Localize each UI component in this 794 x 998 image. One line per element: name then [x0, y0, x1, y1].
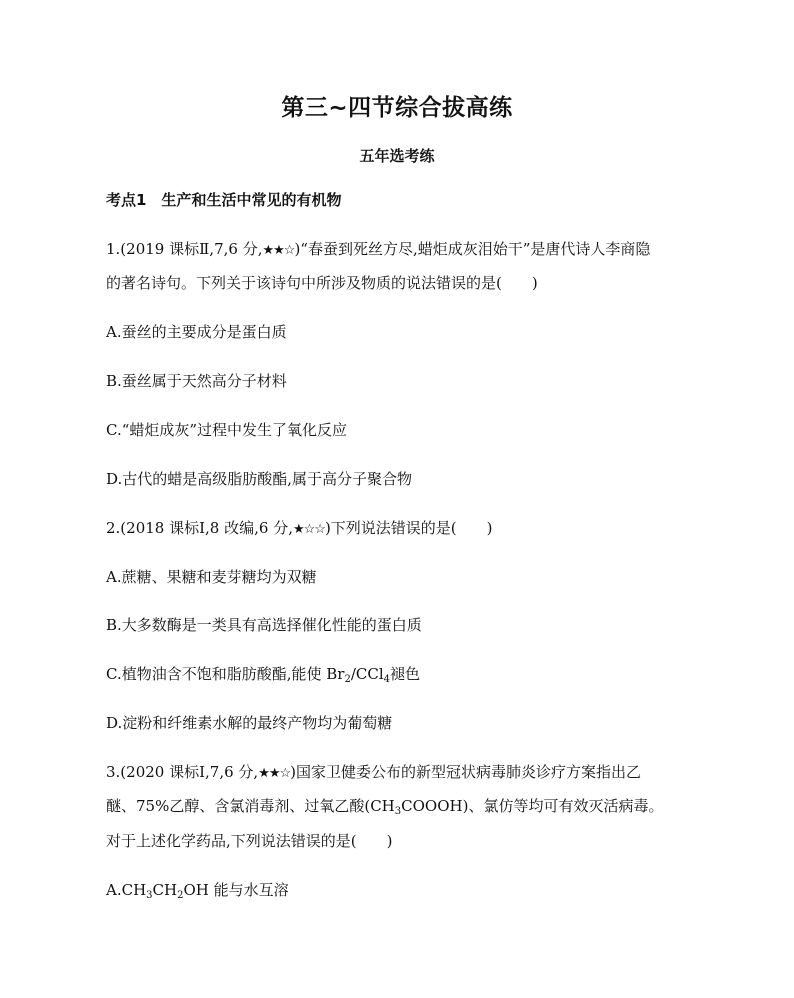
subscript: 2: [344, 674, 351, 685]
subscript: 4: [383, 674, 391, 685]
difficulty-stars-icon: ★☆☆: [292, 522, 325, 537]
option-c-text: /CCl: [350, 665, 384, 683]
question-3-stem: [106, 762, 641, 784]
option-a-text: OH 能与水互溶: [183, 881, 289, 899]
question-2-stem: [106, 518, 493, 540]
stem-text: 醚、75%乙醇、含氯消毒剂、过氧乙酸(CH: [106, 797, 395, 815]
question-1-stem: [106, 239, 650, 261]
option-c-text: 褪色: [390, 665, 421, 683]
question-3-option-a: [106, 880, 289, 900]
question-2-option-c: [106, 664, 420, 684]
subscript: 3: [146, 890, 153, 901]
page-subtitle: 五年选考练: [359, 147, 435, 165]
question-1-stem-line2: 的著名诗句。下列关于该诗句中所涉及物质的说法错误的是( ): [106, 274, 538, 292]
question-3-stem-line3: 对于上述化学药品,下列说法错误的是( ): [106, 832, 393, 850]
difficulty-stars-icon: ★★☆: [258, 766, 291, 781]
option-c-text: C.植物油含不饱和脂肪酸酯,能使 Br: [106, 665, 345, 683]
question-2-option-a: A.蔗糖、果糖和麦芽糖均为双糖: [106, 568, 317, 586]
question-1-option-d: D.古代的蜡是高级脂肪酸酯,属于高分子聚合物: [106, 470, 413, 488]
subscript: 3: [394, 806, 402, 817]
question-2-prefix: 2.(2018 课标Ⅰ,8 改编,6 分,: [106, 519, 293, 537]
question-1-text: )“春蚕到死丝方尽,蜡炬成灰泪始干”是唐代诗人李商隐: [294, 240, 651, 258]
question-2-option-b: B.大多数酶是一类具有高选择催化性能的蛋白质: [106, 616, 422, 634]
question-3-stem-line2: [106, 796, 663, 816]
question-1-option-b: B.蚕丝属于天然高分子材料: [106, 372, 287, 390]
stem-text: COOOH)、氯仿等均可有效灭活病毒。: [401, 797, 664, 815]
question-1-option-c: C.“蜡炬成灰”过程中发生了氧化反应: [106, 421, 348, 439]
option-a-text: CH: [152, 881, 178, 899]
question-1-option-a: A.蚕丝的主要成分是蛋白质: [106, 323, 287, 341]
subscript: 2: [177, 890, 184, 901]
question-1-prefix: 1.(2019 课标Ⅱ,7,6 分,: [106, 240, 263, 258]
section-heading: 考点1 生产和生活中常见的有机物: [106, 191, 342, 209]
page-title: 第三~四节综合拔高练: [281, 95, 513, 121]
question-2-option-d: D.淀粉和纤维素水解的最终产物均为葡萄糖: [106, 714, 393, 732]
question-3-text: )国家卫健委公布的新型冠状病毒肺炎诊疗方案指出乙: [290, 763, 642, 781]
question-2-text: )下列说法错误的是( ): [324, 519, 493, 537]
difficulty-stars-icon: ★★☆: [262, 243, 295, 258]
option-a-text: A.CH: [106, 881, 147, 899]
question-3-prefix: 3.(2020 课标Ⅰ,7,6 分,: [106, 763, 259, 781]
